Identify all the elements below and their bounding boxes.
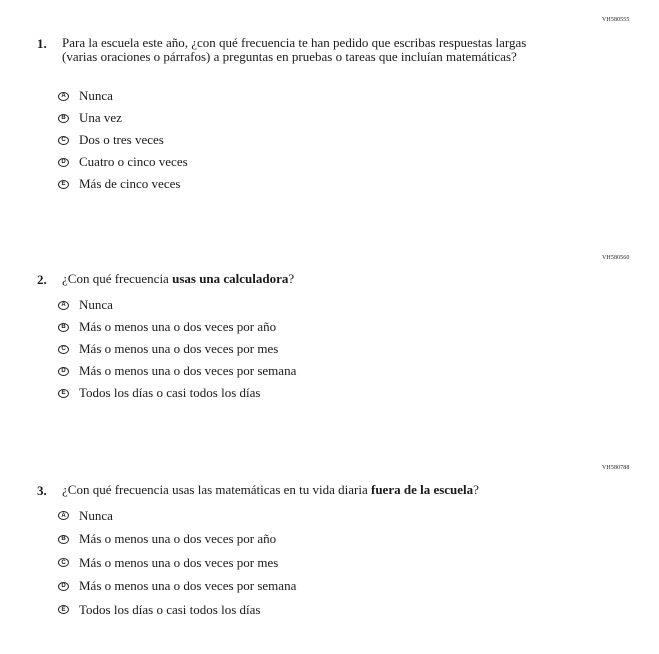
option-label: Nunca bbox=[79, 88, 113, 103]
option-d[interactable] bbox=[58, 151, 188, 173]
option-label: Una vez bbox=[79, 110, 122, 125]
stem-text: ? bbox=[288, 271, 295, 286]
option-label: Dos o tres veces bbox=[79, 132, 164, 147]
bubble-c-icon[interactable]: C bbox=[58, 558, 69, 567]
bubble-a-icon[interactable]: A bbox=[58, 92, 69, 101]
option-label: Nunca bbox=[79, 297, 113, 312]
answer-options bbox=[58, 294, 296, 404]
option-a[interactable] bbox=[58, 85, 188, 107]
question-number: 2. bbox=[37, 272, 47, 287]
option-c[interactable] bbox=[58, 338, 296, 360]
answer-options bbox=[58, 85, 188, 195]
option-b[interactable] bbox=[58, 528, 296, 552]
answer-options bbox=[58, 504, 296, 622]
option-label: Cuatro o cinco veces bbox=[79, 154, 188, 169]
option-b[interactable] bbox=[58, 316, 296, 338]
question-id: VH580560 bbox=[602, 255, 630, 261]
option-label: Todos los días o casi todos los días bbox=[79, 385, 261, 400]
option-b[interactable] bbox=[58, 107, 188, 129]
option-label: Más de cinco veces bbox=[79, 176, 181, 191]
option-a[interactable] bbox=[58, 504, 296, 528]
option-label: Todos los días o casi todos los días bbox=[79, 601, 261, 617]
option-a[interactable] bbox=[58, 294, 296, 316]
question-stem bbox=[62, 483, 547, 497]
bubble-b-icon[interactable]: B bbox=[58, 323, 69, 332]
option-c[interactable] bbox=[58, 551, 296, 575]
stem-text: ¿Con qué frecuencia usas las matemáticas en tu vida diaria bbox=[62, 482, 371, 497]
option-d[interactable] bbox=[58, 360, 296, 382]
option-label: Más o menos una o dos veces por mes bbox=[79, 554, 279, 570]
stem-emphasis: usas una calculadora bbox=[172, 271, 289, 286]
bubble-c-icon[interactable]: C bbox=[58, 345, 69, 354]
option-label: Más o menos una o dos veces por año bbox=[79, 531, 277, 547]
bubble-b-icon[interactable]: B bbox=[58, 114, 69, 123]
question-number: 3. bbox=[37, 483, 47, 498]
stem-text: Para la escuela este año, ¿con qué frecuencia te han pedido que escribas respuestas largas (varias oraciones o párrafos) a preguntas en pruebas o tareas que incluían matemáticas? bbox=[62, 35, 527, 64]
stem-text: ? bbox=[473, 482, 479, 497]
bubble-a-icon[interactable]: A bbox=[58, 301, 69, 310]
option-label: Más o menos una o dos veces por año bbox=[79, 319, 277, 334]
bubble-c-icon[interactable]: C bbox=[58, 136, 69, 145]
bubble-e-icon[interactable]: E bbox=[58, 605, 69, 614]
question-stem bbox=[62, 272, 547, 286]
option-e[interactable] bbox=[58, 382, 296, 404]
bubble-d-icon[interactable]: D bbox=[58, 582, 69, 591]
question-stem bbox=[62, 36, 547, 64]
bubble-a-icon[interactable]: A bbox=[58, 511, 69, 520]
bubble-d-icon[interactable]: D bbox=[58, 367, 69, 376]
bubble-e-icon[interactable]: E bbox=[58, 389, 69, 398]
question-number: 1. bbox=[37, 36, 47, 51]
bubble-d-icon[interactable]: D bbox=[58, 158, 69, 167]
question-id: VH580788 bbox=[602, 465, 630, 471]
option-label: Más o menos una o dos veces por mes bbox=[79, 341, 279, 356]
option-e[interactable] bbox=[58, 173, 188, 195]
option-label: Más o menos una o dos veces por semana bbox=[79, 578, 297, 594]
option-e[interactable] bbox=[58, 598, 296, 622]
bubble-e-icon[interactable]: E bbox=[58, 180, 69, 189]
stem-text: ¿Con qué frecuencia bbox=[62, 271, 173, 286]
stem-emphasis: fuera de la escuela bbox=[371, 482, 474, 497]
option-c[interactable] bbox=[58, 129, 188, 151]
option-label: Más o menos una o dos veces por semana bbox=[79, 363, 297, 378]
option-label: Nunca bbox=[79, 507, 113, 523]
bubble-b-icon[interactable]: B bbox=[58, 535, 69, 544]
question-id: VH580555 bbox=[602, 17, 630, 23]
option-d[interactable] bbox=[58, 575, 296, 599]
